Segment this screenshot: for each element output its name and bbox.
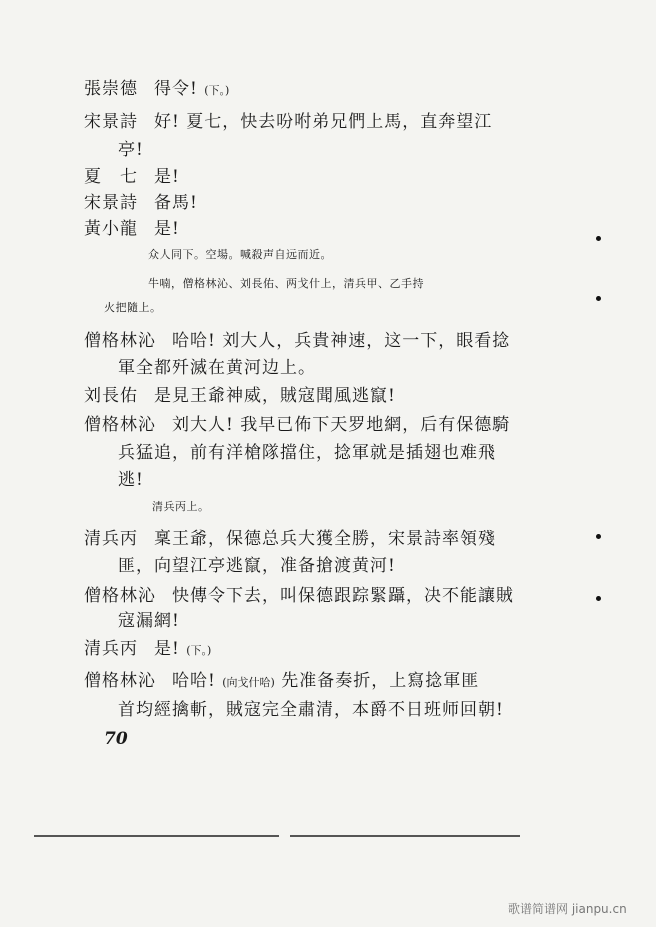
- line-text: 先准备奏折，上寫捻軍匪: [281, 671, 480, 691]
- dialogue-line: [84, 524, 496, 549]
- margin-dot: [596, 534, 601, 539]
- line-text: 逃!: [118, 470, 144, 490]
- line-text: 軍全都歼滅在黄河边上。: [118, 358, 316, 378]
- line-text: 备馬!: [154, 193, 198, 213]
- speaker-name: 刘長佑: [84, 386, 138, 406]
- stage-text: 众人同下。空場。喊殺声自远而近。: [148, 248, 332, 261]
- line-text: 刘大人! 我早已佈下天罗地網，后有保德騎: [172, 415, 511, 435]
- page-number: 70: [104, 729, 128, 749]
- margin-dot: [596, 236, 601, 241]
- line-text: 是!: [154, 639, 180, 659]
- continuation-line: [118, 606, 180, 631]
- speaker-name: 宋景詩: [84, 193, 138, 213]
- continuation-line: [118, 353, 316, 378]
- stage-note: (下。): [204, 84, 230, 97]
- line-text: 匪，向望江亭逃竄，准备搶渡黄河!: [118, 556, 396, 576]
- line-text: 兵猛追，前有洋槍隊擋住，捻軍就是插翅也难飛: [118, 443, 496, 463]
- dialogue-line: [84, 410, 510, 435]
- margin-dot: [596, 296, 601, 301]
- stage-note: (向戈什哈): [222, 676, 275, 689]
- stage-direction: [152, 498, 210, 514]
- continuation-line: [118, 438, 496, 463]
- line-text: 得令!: [154, 79, 198, 99]
- speaker-name: 張崇德: [84, 79, 138, 99]
- line-text: 是!: [154, 219, 180, 239]
- stage-direction: [104, 299, 162, 315]
- speaker-name: 黃小龍: [84, 219, 138, 239]
- line-text: 亭!: [118, 140, 144, 160]
- line-text: 是見王爺神威，賊寇聞風逃竄!: [154, 386, 396, 406]
- dialogue-line: [84, 666, 479, 691]
- line-text: 首均經擒斬，賊寇完全肅清，本爵不日班师回朝!: [118, 700, 504, 720]
- line-text: 哈哈! 刘大人，兵貴神速，这一下，眼看捻: [172, 331, 511, 351]
- dialogue-line: [84, 634, 211, 659]
- dialogue-line: [84, 326, 510, 351]
- dialogue-line: [84, 188, 198, 213]
- dialogue-line: [84, 214, 180, 239]
- dialogue-line: [84, 107, 492, 132]
- dialogue-line: [84, 162, 180, 187]
- line-text: 是!: [154, 167, 180, 187]
- speaker-name: 僧格林沁: [84, 586, 156, 606]
- line-text: 好! 夏七，快去吩咐弟兄們上馬，直奔望江: [154, 112, 493, 132]
- stage-direction: [148, 275, 424, 291]
- continuation-line: [118, 695, 504, 720]
- continuation-line: [118, 551, 396, 576]
- stage-text: 牛喃，僧格林沁、刘長佑、两戈什上，清兵甲、乙手持: [148, 277, 424, 290]
- stage-text: 火把隨上。: [104, 301, 162, 314]
- line-text: 快傳令下去，叫保德跟踪緊躡，决不能讓賊: [172, 586, 514, 606]
- line-text: 寇漏網!: [118, 611, 180, 631]
- line-text: 稟王爺，保德总兵大獲全勝，宋景詩率領殘: [154, 529, 496, 549]
- speaker-name: 宋景詩: [84, 112, 138, 132]
- speaker-name: 清兵丙: [84, 639, 138, 659]
- dialogue-line: [84, 381, 396, 406]
- dialogue-line: [84, 581, 514, 606]
- speaker-name: 清兵丙: [84, 529, 138, 549]
- speaker-name: 僧格林沁: [84, 671, 156, 691]
- bottom-rule: [290, 835, 520, 837]
- watermark: 歌谱简谱网 jianpu.cn: [508, 902, 627, 916]
- continuation-line: [118, 465, 144, 490]
- line-text: 哈哈!: [172, 671, 216, 691]
- bottom-rule: [34, 835, 279, 837]
- speaker-name: 僧格林沁: [84, 415, 156, 435]
- stage-text: 清兵丙上。: [152, 500, 210, 513]
- stage-note: (下。): [186, 644, 212, 657]
- margin-dot: [596, 596, 601, 601]
- stage-direction: [148, 246, 332, 262]
- speaker-name: 僧格林沁: [84, 331, 156, 351]
- speaker-name: 夏 七: [84, 167, 138, 187]
- continuation-line: [118, 135, 144, 160]
- dialogue-line: [84, 74, 229, 99]
